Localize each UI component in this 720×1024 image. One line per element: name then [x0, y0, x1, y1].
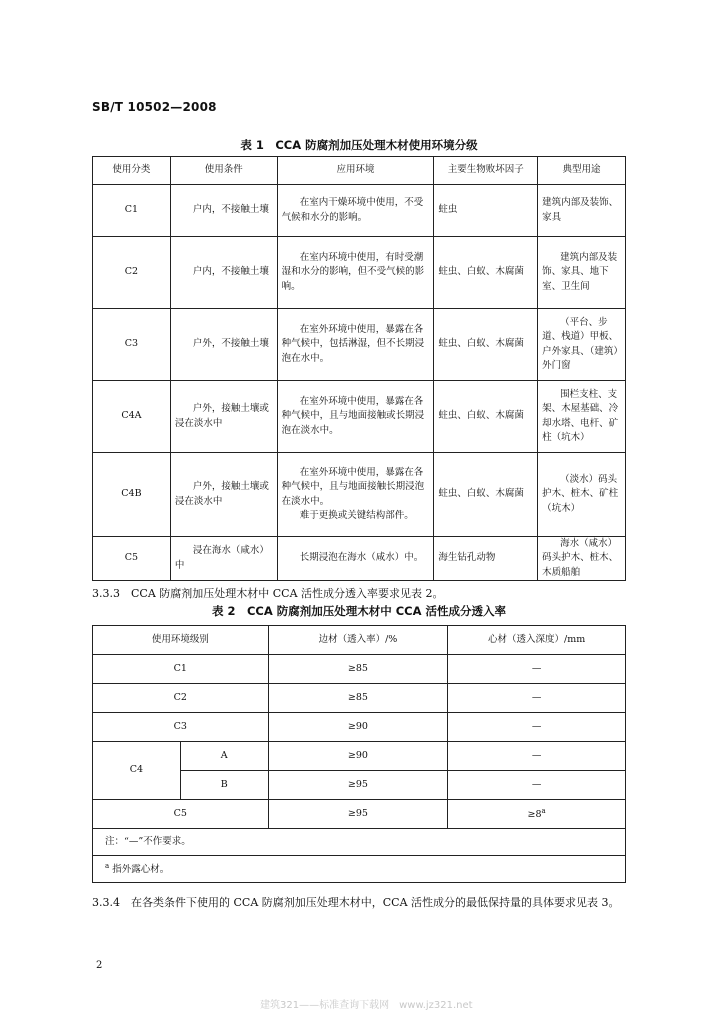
class-cell: C2 — [93, 237, 171, 309]
subclass-cell: A — [180, 742, 268, 771]
typical-use-cell: 建筑内部及装饰、家具 — [538, 185, 626, 237]
column-header: 应用环境 — [277, 157, 434, 185]
environment-line: 难于更换或关键结构部件。 — [299, 509, 414, 521]
column-header: 使用环境级别 — [93, 626, 269, 655]
heartwood-cell: — — [448, 684, 626, 713]
table-row — [93, 800, 626, 829]
subclass-cell: B — [180, 771, 268, 800]
heartwood-cell: — — [448, 771, 626, 800]
bio-factor-cell: 蛀虫 — [434, 185, 538, 237]
typical-use-cell: 海水（咸水）码头护木、桩木、木质船舶 — [538, 537, 626, 581]
table-row — [93, 185, 626, 237]
sapwood-cell: ≥90 — [268, 713, 448, 742]
bio-factor-cell: 蛀虫、白蚁、木腐菌 — [434, 237, 538, 309]
typical-use-cell: 建筑内部及装饰、家具、地下室、卫生间 — [538, 237, 626, 309]
environment-cell: 在室内环境中使用，有时受潮湿和水分的影响，但不受气候的影响。 — [277, 237, 434, 309]
class-cell: C2 — [93, 684, 269, 713]
typical-use-cell: 围栏支柱、支架、木屋基础、冷却水塔、电杆、矿柱（坑木） — [538, 381, 626, 453]
condition-cell: 户外，接触土壤或浸在淡水中 — [170, 381, 277, 453]
footnote-marker: a — [541, 806, 546, 815]
bio-factor-cell: 海生钻孔动物 — [434, 537, 538, 581]
table-header-row — [93, 626, 626, 655]
footnote-marker: a — [105, 861, 110, 870]
table-row — [93, 381, 626, 453]
table2-caption: 表 2 CCA 防腐剂加压处理木材中 CCA 活性成分透入率 — [211, 604, 507, 618]
bio-factor-cell: 蛀虫、白蚁、木腐菌 — [434, 309, 538, 381]
sapwood-cell: ≥95 — [268, 771, 448, 800]
environment-cell: 长期浸泡在海水（咸水）中。 — [277, 537, 434, 581]
table-row — [93, 537, 626, 581]
table1-environment-classes — [92, 156, 626, 581]
column-header: 典型用途 — [538, 157, 626, 185]
table2-penetration-rates — [92, 625, 626, 883]
class-cell: C5 — [93, 537, 171, 581]
environment-cell: 在室外环境中使用，暴露在各种气候中，包括淋湿，但不长期浸泡在水中。 — [277, 309, 434, 381]
condition-cell: 户内，不接触土壤 — [170, 237, 277, 309]
sapwood-cell: ≥90 — [268, 742, 448, 771]
bio-factor-cell: 蛀虫、白蚁、木腐菌 — [434, 453, 538, 537]
class-cell: C4 — [93, 742, 181, 800]
note-row — [93, 856, 626, 883]
class-cell: C5 — [93, 800, 269, 829]
class-cell: C3 — [93, 713, 269, 742]
column-header: 心材（透入深度）/mm — [448, 626, 626, 655]
condition-cell: 户外，接触土壤或浸在淡水中 — [170, 453, 277, 537]
sapwood-cell: ≥95 — [268, 800, 448, 829]
condition-cell: 户内，不接触土壤 — [170, 185, 277, 237]
heartwood-cell — [448, 800, 626, 829]
environment-cell: 在室内干燥环境中使用，不受气候和水分的影响。 — [277, 185, 434, 237]
table-row — [93, 684, 626, 713]
table-header-row — [93, 157, 626, 185]
heartwood-cell: — — [448, 655, 626, 684]
footnote-text: 指外露心材。 — [112, 863, 170, 875]
typical-use-cell: （平台、步道、栈道）甲板、户外家具、（建筑）外门窗 — [538, 309, 626, 381]
class-cell: C4B — [93, 453, 171, 537]
clause-3-3-3: 3.3.3 CCA 防腐剂加压处理木材中 CCA 活性成分透入率要求见表 2。 — [92, 587, 444, 600]
table-row — [93, 453, 626, 537]
class-cell: C1 — [93, 655, 269, 684]
column-header: 边材（透入率）/% — [268, 626, 448, 655]
typical-use-cell: （淡水）码头护木、桩木、矿柱（坑木） — [538, 453, 626, 537]
column-header: 主要生物败坏因子 — [434, 157, 538, 185]
heartwood-value: ≥8 — [527, 808, 542, 820]
standard-number: SB/T 10502—2008 — [92, 100, 217, 114]
class-cell: C1 — [93, 185, 171, 237]
table1-caption: 表 1 CCA 防腐剂加压处理木材使用环境分级 — [240, 138, 478, 152]
table-note: 注：“—”不作要求。 — [93, 829, 626, 856]
table-row — [93, 713, 626, 742]
heartwood-cell: — — [448, 713, 626, 742]
class-cell: C3 — [93, 309, 171, 381]
sapwood-cell: ≥85 — [268, 684, 448, 713]
table-row — [93, 655, 626, 684]
clause-3-3-4: 3.3.4 在各类条件下使用的 CCA 防腐剂加压处理木材中，CCA 活性成分的最低保持量的具体要求见表 3。 — [92, 896, 620, 909]
note-row — [93, 829, 626, 856]
environment-cell — [277, 453, 434, 537]
watermark: 建筑321——标准查询下载网 www.jz321.net — [260, 1000, 473, 1011]
table-row — [93, 742, 626, 771]
environment-line: 在室外环境中使用，暴露在各种气候中，且与地面接触长期浸泡在淡水中。 — [281, 467, 425, 507]
class-cell: C4A — [93, 381, 171, 453]
table-row — [93, 237, 626, 309]
environment-cell: 在室外环境中使用，暴露在各种气候中，且与地面接触或长期浸泡在淡水中。 — [277, 381, 434, 453]
table-footnote — [93, 856, 626, 883]
column-header: 使用条件 — [170, 157, 277, 185]
condition-cell: 户外，不接触土壤 — [170, 309, 277, 381]
page-number: 2 — [96, 960, 103, 971]
table-row — [93, 309, 626, 381]
sapwood-cell: ≥85 — [268, 655, 448, 684]
condition-cell: 浸在海水（咸水）中 — [170, 537, 277, 581]
bio-factor-cell: 蛀虫、白蚁、木腐菌 — [434, 381, 538, 453]
column-header: 使用分类 — [93, 157, 171, 185]
heartwood-cell: — — [448, 742, 626, 771]
